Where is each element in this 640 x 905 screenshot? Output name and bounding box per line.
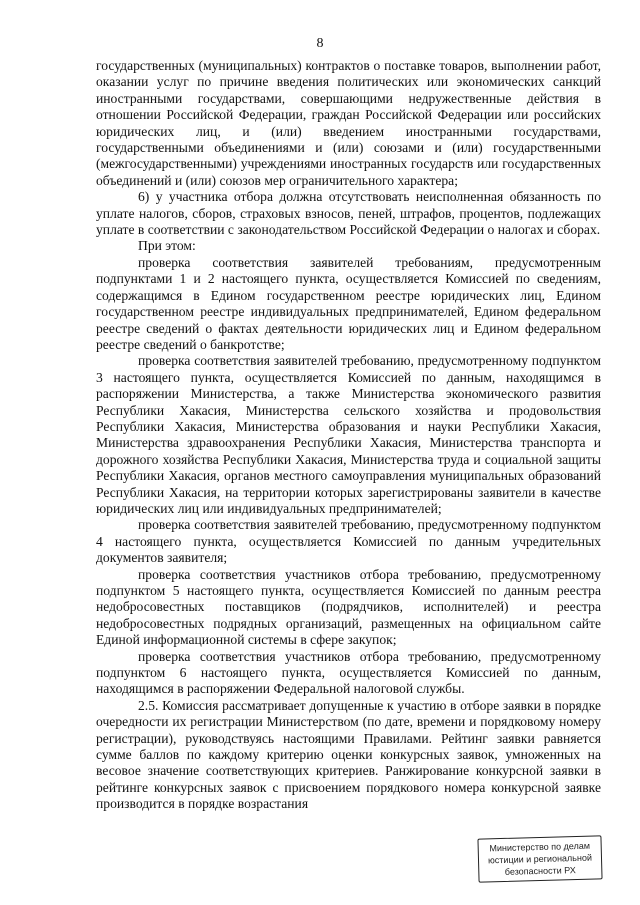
paragraph-sanctions-continuation: государственных (муниципальных) контрактов о поставке товаров, выполнении работ, оказании услуг по причине введения политических или экономических санкций иностранными государствами, совершающими недружественные действия в отношении Российской Федерации, граждан Российской Федерации или российских юридических лиц, и (или) введением иностранными государствами, государственными объединениями и (или) союзами и (или) государственными (межгосударственными) учреждениями иностранных государств или государственных объединений и (или) союзов мер ограничительного характера; — [96, 58, 601, 188]
paragraph-item-6: 6) у участника отбора должна отсутствовать неисполненная обязанность по уплате налогов, сборов, страховых взносов, пеней, штрафов, процентов, подлежащих уплате в соответствии с законодательством Российской Федерации о налогах и сборах. — [96, 189, 601, 238]
paragraph-check-1-2: проверка соответствия заявителей требованиям, предусмотренным подпунктами 1 и 2 настоящего пункта, осуществляется Комиссией по сведениям, содержащимся в Едином государственном реестре юридических лиц, Едином государственном реестре индивидуальных предпринимателей, Едином федеральном реестре сведений о фактах деятельности юридических лиц и Едином федеральном реестре сведений о банкротстве; — [96, 254, 601, 352]
paragraph-intro: При этом: — [138, 238, 196, 254]
stamp-line-2: юстиции и региональной — [487, 852, 593, 866]
stamp-line-1: Министерство по делам — [489, 840, 591, 854]
paragraph-check-4: проверка соответствия заявителей требованию, предусмотренному подпунктом 4 настоящего пункта, осуществляется Комиссией по данным учредительных документов заявителя; — [96, 517, 601, 566]
page-number: 8 — [316, 36, 324, 51]
document-body — [96, 58, 601, 813]
stamp-line-3: безопасности РХ — [504, 865, 576, 877]
paragraph-check-6: проверка соответствия участников отбора требованию, предусмотренному подпунктом 6 настоящего пункта, осуществляется Комиссией по данным, находящимся в распоряжении Федеральной налоговой службы. — [96, 648, 601, 697]
ministry-stamp — [477, 835, 602, 882]
paragraph-check-3: проверка соответствия заявителей требованию, предусмотренному подпунктом 3 настоящего пункта, осуществляется Комиссией по данным, находящимся в распоряжении Министерства, а также Министерства экономического развития Республики Хакасия, Министерства сельского хозяйства и продовольствия Республики Хакасия, Министерства образования и науки Республики Хакасия, Министерства здравоохранения Республики Хакасия, Министерства транспорта и дорожного хозяйства Республики Хакасия, Министерства труда и социальной защиты Республики Хакасия, органов местного самоуправления муниципальных образований Республики Хакасия, на территории которых зарегистрированы заявители в качестве юридических лиц или индивидуальных предпринимателей; — [96, 353, 601, 516]
paragraph-check-5: проверка соответствия участников отбора требованию, предусмотренному подпунктом 5 настоящего пункта, осуществляется Комиссией по данным реестра недобросовестных поставщиков (подрядчиков, исполнителей) и реестра недобросовестных подрядных организаций, размещенных на официальном сайте Единой информационной системы в сфере закупок; — [96, 566, 601, 648]
paragraph-section-2-5: 2.5. Комиссия рассматривает допущенные к участию в отборе заявки в порядке очередности их регистрации Министерством (по дате, времени и порядковому номеру регистрации), руководствуясь настоящими Правилами. Рейтинг заявки равняется сумме баллов по каждому критерию оценки конкурсных заявок, умноженных на весовое значение соответствующих критериев. Ранжирование конкурсной заявки в рейтинге конкурсных заявок с присвоением порядкового номера конкурсной заявке производится в порядке возрастания — [96, 697, 601, 812]
